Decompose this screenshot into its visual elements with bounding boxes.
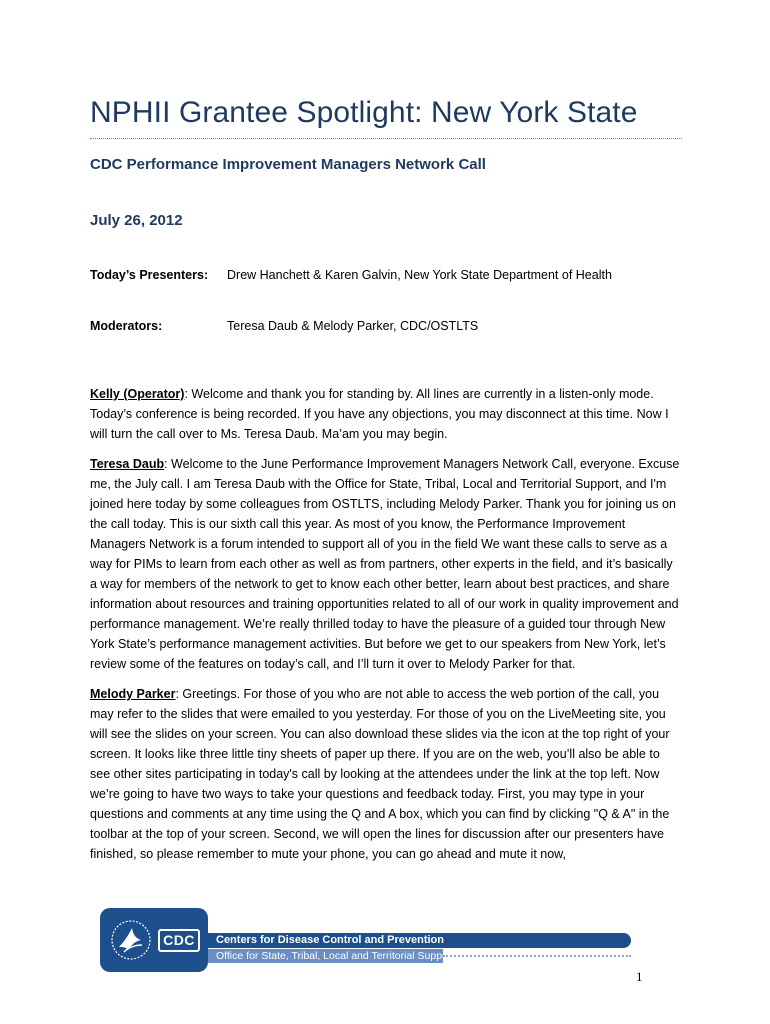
presenters-label: Today’s Presenters:	[90, 268, 209, 282]
presenters-value: Drew Hanchett & Karen Galvin, New York State Department of Health	[227, 268, 612, 282]
speaker-name: Kelly (Operator)	[90, 387, 185, 401]
transcript-paragraph	[90, 384, 682, 444]
banner-dotted-rule	[443, 955, 631, 957]
moderators-label: Moderators:	[90, 319, 163, 333]
paragraph-text: : Greetings. For those of you who are not able to access the web portion of the call, you may refer to the slides that were emailed to you yesterday. For those of you on the LiveMeeting site, you will see the slides on your screen. You can also download these slides via the icon at the top right of your screen. It looks like three little tiny sheets of paper up there. If you are on the web, you’ll also be able to see other sites participating in today's call by looking at the attendees under the link at the top left. Now we’re going to have two ways to take your questions and feedback today. First, you may type in your questions and comments at any time using the Q and A box, which you can find by clicking "Q & A" in the toolbar at the top of your screen. Second, we will open the lines for discussion after our presenters have finished, so please remember to mute your phone, you can go ahead and mute it now,	[90, 687, 670, 861]
transcript-paragraph	[90, 684, 682, 864]
speaker-name: Melody Parker	[90, 687, 176, 701]
moderators-value: Teresa Daub & Melody Parker, CDC/OSTLTS	[227, 319, 479, 333]
document-subtitle: CDC Performance Improvement Managers Network Call	[90, 156, 486, 173]
banner-office-name	[208, 949, 455, 963]
speaker-name: Teresa Daub	[90, 457, 165, 471]
banner-agency-name	[208, 933, 631, 948]
banner-line-1: Centers for Disease Control and Prevention	[216, 934, 444, 946]
title-divider	[90, 138, 682, 139]
paragraph-text: : Welcome to the June Performance Improvement Managers Network Call, everyone. Excuse me, the July call. I am Teresa Daub with the Office for State, Tribal, Local and Territorial Support, and I'm joined here today by some colleagues from OSTLTS, including Melody Parker. Thank you for joining us on the call today. This is our sixth call this year. As most of you know, the Performance Improvement Managers Network is a forum intended to support all of you in the field We want these calls to serve as a way for PIMs to learn from each other as well as from partners, other experts in the field, and it’s basically a way for members of the network to get to know each other better, learn about best practices, and share information about resources and training opportunities related to all of our work in quality improvement and performance management. We’re really thrilled today to have the pleasure of a guided tour through New York State’s performance management activities. But before we get to our speakers from New York, let’s review some of the features on today’s call, and I’ll turn it over to Melody Parker for that.	[90, 457, 680, 671]
page-number: 1	[636, 969, 643, 984]
transcript-paragraph	[90, 454, 682, 674]
call-date: July 26, 2012	[90, 212, 183, 229]
hhs-eagle-seal-icon	[110, 914, 152, 966]
transcript-body	[90, 384, 682, 874]
banner-line-2: Office for State, Tribal, Local and Territorial Support	[216, 950, 455, 962]
cdc-logo-text: CDC	[158, 929, 200, 952]
document-title: NPHII Grantee Spotlight: New York State	[90, 96, 638, 129]
paragraph-text: : Welcome and thank you for standing by. All lines are currently in a listen-only mode. Today’s conference is being recorded. If you have any objections, you may disconnect at this time. Now I will turn the call over to Ms. Teresa Daub. Ma’am you may begin.	[90, 387, 669, 441]
